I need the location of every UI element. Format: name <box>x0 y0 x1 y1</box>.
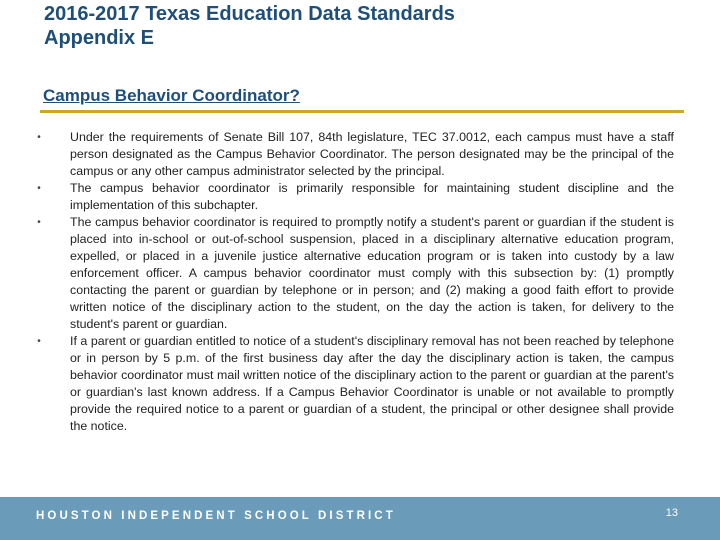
footer-band <box>0 497 720 540</box>
bullet-marker-icon: • <box>37 132 41 143</box>
bullet-text: If a parent or guardian entitled to notice of a student's disciplinary removal has not been reached by telephone or in person by 5 p.m. of the first business day after the day the disciplinary action is taken, the campus behavior coordinator must mail written notice of the disciplinary action to the parent or guardian at the parent's or guardian's last known address. If a Campus Behavior Coordinator is unable or not available to promptly provide the required notice to a parent or guardian of a student, the principal or other designee shall provide the notice. <box>70 334 674 433</box>
bullet-marker-icon: • <box>37 336 41 347</box>
page-number: 13 <box>665 507 678 519</box>
bullet-item <box>34 129 674 180</box>
bullet-marker-icon: • <box>37 217 41 228</box>
slide-title <box>44 2 684 50</box>
bullet-text: Under the requirements of Senate Bill 107, 84th legislature, TEC 37.0012, each campus must have a staff person designated as the Campus Behavior Coordinator. The person designated may be the principal of the campus or any other campus administrator selected by the principal. <box>70 130 674 178</box>
slide-subtitle: Campus Behavior Coordinator? <box>43 86 300 105</box>
slide-title-line-2: Appendix E <box>44 27 155 49</box>
bullet-text: The campus behavior coordinator is required to promptly notify a student's parent or guardian if the student is placed into in-school or out-of-school suspension, placed in a disciplinary alternative education program, expelled, or placed in a juvenile justice alternative education program or is taken into custody by a law enforcement officer. A campus behavior coordinator must comply with this subsection by: (1) promptly contacting the parent or guardian by telephone or in person; and (2) making a good faith effort to provide written notice of the disciplinary action to the student, on the day the action is taken, for delivery to the student's parent or guardian. <box>70 215 674 331</box>
bullet-list <box>34 129 674 435</box>
slide-title-line-1: 2016-2017 Texas Education Data Standards <box>44 3 455 25</box>
bullet-item <box>34 214 674 333</box>
bullet-item <box>34 333 674 435</box>
footer-organization: HOUSTON INDEPENDENT SCHOOL DISTRICT <box>36 510 396 522</box>
gold-divider <box>40 110 684 113</box>
bullet-text: The campus behavior coordinator is primarily responsible for maintaining student discipline and the implementation of this subchapter. <box>70 181 674 212</box>
bullet-marker-icon: • <box>37 183 41 194</box>
bullet-item <box>34 180 674 214</box>
